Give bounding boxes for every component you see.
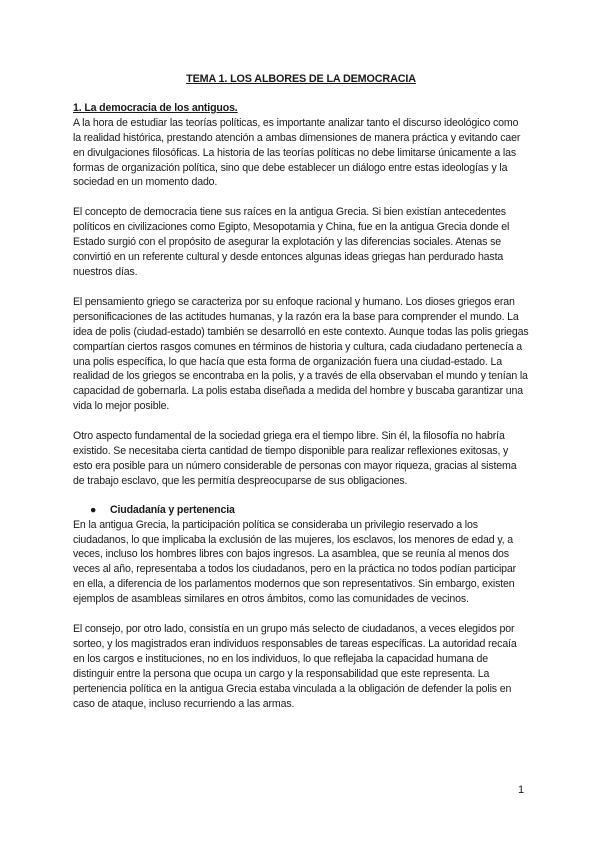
document-page	[73, 72, 529, 727]
paragraph-free-time: Otro aspecto fundamental de la sociedad griega era el tiempo libre. Sin él, la filosofía no habría existido. Se necesitaba cierta cantidad de tiempo disponible para realizar reflexiones exitosas, y esto era posible para un número considerable de personas con mayor riqueza, gracias al sistema de trabajo esclavo, que les permitía despreocuparse de sus obligaciones.	[73, 430, 517, 487]
paragraph-intro: A la hora de estudiar las teorías políticas, es importante analizar tanto el discurso ideológico como la realidad histórica, prestando atención a ambas dimensiones de manera práctica y evitando caer en divulgaciones filosóficas. La historia de las teorías políticas no debe limitarse únicamente a las formas de organización política, sino que debe establecer un diálogo entre estas ideologías y la sociedad en un momento dado.	[73, 116, 521, 189]
bullet-citizenship	[73, 503, 529, 518]
paragraph-democracy-origins: El concepto de democracia tiene sus raíces en la antigua Grecia. Si bien existían antecedentes políticos en civilizaciones como Egipto, Mesopotamia y China, fue en la antigua Grecia donde el Estado surgió con el propósito de asegurar la explotación y las diferencias sociales. Atenas se convirtió en un referente cultural y desde entonces algunas ideas griegas han perdurado hasta nuestros días.	[73, 206, 510, 278]
section-heading: 1. La democracia de los antiguos.	[73, 101, 238, 114]
document-title: TEMA 1. LOS ALBORES DE LA DEMOCRACIA	[186, 73, 416, 85]
paragraph-political-participation: En la antigua Grecia, la participación política se consideraba un privilegio reservado a los ciudadanos, lo que implicaba la exclusión de las mujeres, los esclavos, los menores de edad y, a veces, incluso los hombres libres con bajos ingresos. La asamblea, que se reunía al menos dos veces al año, representaba a todos los ciudadanos, pero en la práctica no todos podían participar en ella, a diferencia de los parlamentos modernos que son representativos. Sin embargo, existen ejemplos de asambleas similares en otros ámbitos, como las comunidades de vecinos.	[73, 518, 517, 606]
page-number: 1	[518, 784, 525, 796]
paragraph-council: El consejo, por otro lado, consistía en un grupo más selecto de ciudadanos, a veces elegidos por sorteo, y los magistrados eran individuos responsables de tareas específicas. La autoridad recaía en los cargos e instituciones, no en los individuos, lo que reflejaba la capacidad humana de distinguir entre la persona que ocupa un cargo y la responsabilidad que este representa. La pertenencia política en la antigua Grecia estaba vinculada a la obligación de defender la polis en caso de ataque, incluso recurriendo a las armas.	[73, 623, 517, 710]
bullet-icon: ●	[90, 503, 97, 516]
bullet-label: Ciudadanía y pertenencia	[110, 503, 235, 516]
paragraph-greek-thought: El pensamiento griego se caracteriza por su enfoque racional y humano. Los dioses griegos eran personificaciones de las actitudes humanas, y la razón era la base para comprender el mundo. La idea de polis (ciudad-estado) también se desarrolló en este contexto. Aunque todas las polis griegas compartían ciertos rasgos comunes en términos de historia y cultura, cada ciudadano pertenecía a una polis específica, lo que hacía que esta forma de organización fuera una ciudad-estado. La realidad de los griegos se encontraba en la polis, y a través de ella observaban el mundo y tenían la capacidad de gobernarla. La polis estaba diseñada a medida del hombre y buscaba garantizar una vida lo mejor posible.	[73, 295, 529, 413]
